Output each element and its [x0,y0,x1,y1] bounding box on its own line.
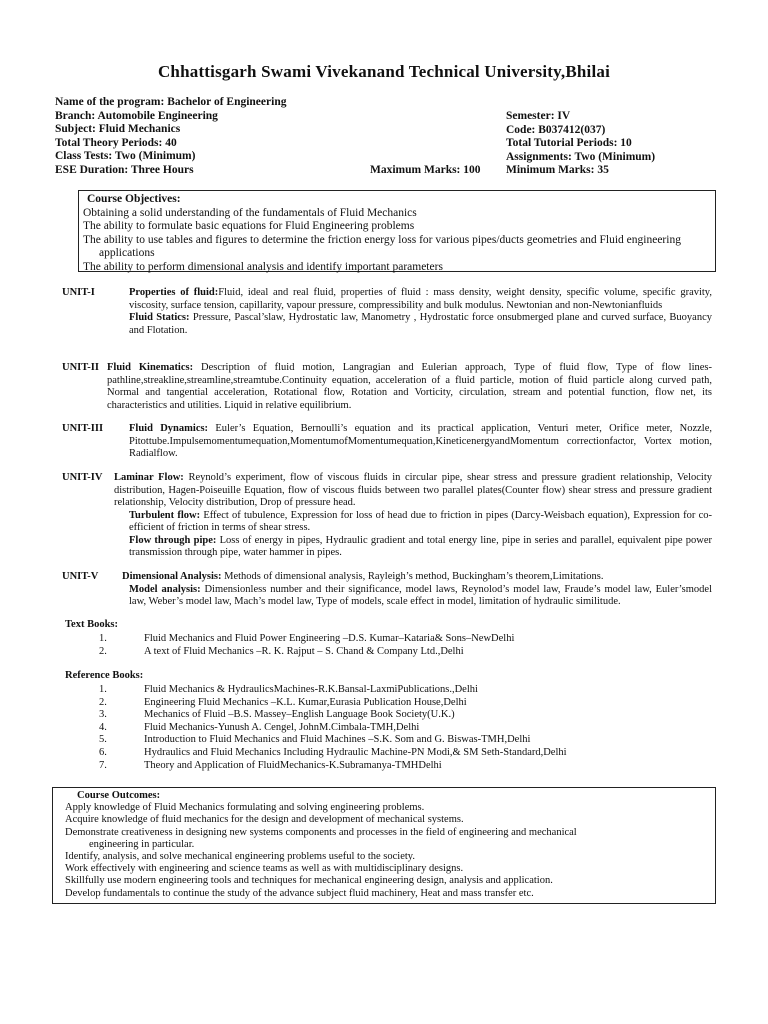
objectives-heading: Course Objectives: [87,193,181,205]
objective-item: The ability to use tables and figures to determine the friction energy loss for various pipes/ducts geometries and Fluid engineering applications [83,233,681,260]
outcome-item: Demonstrate creativeness in designing new systems components and processes in the field of engineering and mechanical [65,826,577,838]
text-books-heading: Text Books: [65,619,118,630]
unit-topic-text: Euler’s Equation, Bernoulli’s equation and its practical application, Venturi meter, Orifice meter, Nozzle, Pitottube.Impulsemomentumequation,MomentumofMomentumequation,KineticenergyandMomentum correctionfactor, Vortex motion, Radialflow. [129,423,712,459]
outcome-item: Develop fundamentals to continue the study of the advance subject fluid machinery, Heat and mass transfer etc. [65,887,534,899]
max-marks-block [370,164,481,178]
unit-topic-heading: Turbulent flow: [129,509,201,521]
tutorial-periods: Total Tutorial Periods: 10 [506,137,632,149]
unit-label: UNIT-V [62,571,99,582]
outcome-item: Identify, analysis, and solve mechanical engineering problems useful to the society. [65,851,415,863]
unit-topic-heading: Properties of fluid: [129,287,219,298]
unit-topic-text: Fluid, ideal and real fluid, properties of fluid : mass density, weight density, specific volume, specific gravity, viscosity, surface tension, capillarity, vapour pressure, compressibility and bulk modulus. Newtonian and non-Newtonianfluids [129,287,713,311]
unit-topic-text: Methods of dimensional analysis, Rayleigh’s method, Buckingham’s theorem,Limitations. [221,571,604,582]
unit-topic-text: Reynold’s experiment, flow of viscous fluids in circular pipe, shear stress and pressure gradient relationship, Velocity distribution, Hagen-Poiseuille Equation, flow of viscous fluids between two parallel plates(Counter flow) shear stress and pressure gradient relationship, Velocity distribution, Drop of pressure head. [114,472,713,508]
unit-label: UNIT-I [62,287,95,298]
course-objectives-box [78,190,716,272]
unit-topic-text: Effect of tubulence, Expression for loss of head due to friction in pipes (Darcy-Weisbach equation), Expression for co-efficient of friction in terms of shear stress. [129,509,712,533]
syllabus-page: Chhattisgarh Swami Vivekanand Technical University,Bhilai Name of the program: Bachelor of Engineering Branch: Automobile Engineering Subject: Fluid Mechanics Total Theory Periods: 40 Class Tests: Two (Minimum) ESE Duration: Three Hours Maximum Marks: 100 Semester: IV Code: B037412(037) Total Tutorial Periods: 10 Assignments: Two (Minimum) Minimum Marks: 35 Course Objectives: Obtaining a solid understanding of the fundamentals of Fluid Mechanics The ability to formulate basic equations for Fluid Engineering problems The ability to use tables and figures to determine the friction energy loss for various pipes/ducts geometries and Fluid engineering applications The ability to perform dimensional analysis and identify important parameters UNIT-I Properties of fluid:Fluid, ideal and real fluid, properties of fluid : mass density, weight density, specific volume, specific gravity, viscosity, surface tension, capillarity, vapour pressure, compressibility and bulk modulus. Newtonian and non-Newtonianfluids Fluid Statics: Pressure, Pascal’slaw, Hydrostatic law, Manometry , Hydrostatic force onsubmerged plane and curved surface, Buoyancy and Flotation. UNIT-II Fluid Kinematics: Description of fluid motion, Langragian and Eulerian approach, Type of fluid flow, Type of flow lines-pathline,streakline,streamline,streamtube.Continuity equation, acceleration of a fluid particle, motion of fluid particle along curved path, Normal and tangential acceleration, Rotational flow, Rotation and Vorticity, circulation, stream and potential function, flow net, its characteristics and utilities. Liquid in relative equilibrium. UNIT-III Fluid Dynamics: Euler’s Equation, Bernoulli’s equation and its practical application, Venturi meter, Orifice meter, Nozzle, Pitottube.Impulsemomentumequation,MomentumofMomentumequation,KineticenergyandMomentum correctionfactor, Vortex motion, Radialflow. UNIT-IV Laminar Flow: Reynold’s experiment, flow of viscous fluids in circular pipe, shear stress and pressure gradient relationship, Velocity distribution, Hagen-Poiseuille Equation, flow of viscous fluids between two parallel plates(Counter flow) shear stress and pressure gradient relationship, Velocity distribution, Drop of pressure head. Turbulent flow: Effect of tubulence, Expression for loss of head due to friction in pipes (Darcy-Weisbach equation), Expression for co-efficient of friction in terms of shear stress. Flow through pipe: Loss of energy in pipes, Hydraulic gradient and total energy line, pipe in series and parallel, equivalent pipe power transmission through pipe, water hammer in pipes. UNIT-V Dimensional Analysis: Methods of dimensional analysis, Rayleigh’s method, Buckingham’s theorem,Limitations. Model analysis: Dimensionless number and their significance, model laws, Reynolod’s model law, Fraude’s model law, Euler’smodel law, Weber’s model law, Mach’s model law, Type of models, scale effect in model, limitation of hydraulic similitude. Text Books: 1. Fluid Mechanics and Fluid Power Engineering –D.S. Kumar–Kataria& Sons–NewDelhi 2. A text of Fluid Mechanics –R. K. Rajput – S. Chand & Company Ltd.,Delhi Reference Books: 1. Fluid Mechanics & HydraulicsMachines-R.K.Bansal-LaxmiPublications.,Delhi 2. Engineering Fluid Mechanics –K.L. Kumar,Eurasia Publication House,Delhi 3. Mechanics of Fluid –B.S. Massey–English Language Book Society(U.K.) 4. Fluid Mechanics-Yunush A. Cengel, JohnM.Cimbala-TMH,Delhi 5. Introduction to Fluid Mechanics and Fluid Machines –S.K. Som and G. Biswas-TMH,Delhi 6. Hydraulics and Fluid Mechanics Including Hydraulic Machine-PN Modi,& SM Seth-Standard,Delhi 7. Theory and Application of FluidMechanics-K.Subramanya-TMHDelhi Course Outcomes: Apply knowledge of Fluid Mechanics formulating and solving engineering problems. Acquire knowledge of fluid mechanics for the design and development of mechanical systems. Demonstrate creativeness in designing new systems components and processes in the field of engineering and mechanical engineering in particular. Identify, analysis, and solve mechanical engineering problems useful to the society. Work effectively with engineering and science teams as well as with multidisciplinary designs. Skillfully use modern engineering tools and techniques for mechanical engineering design, analysis and application. Develop fundamentals to continue the study of the advance subject fluid machinery, Heat and mass transfer etc. [0,0,768,1024]
max-marks: Maximum Marks: 100 [370,164,481,176]
class-tests: Class Tests: Two (Minimum) [55,150,196,162]
course-code: Code: B037412(037) [506,123,606,136]
unit-topic-text: Description of fluid motion, Langragian and Eulerian approach, Type of fluid flow, Type of flow lines-pathline,streakline,streamline,streamtube.Continuity equation, acceleration of a fluid particle, motion of fluid particle along curved path, Normal and tangential acceleration, Rotational flow, Rotation and Vorticity, circulation, stream and potential function, flow net, its characteristics and utilities. Liquid in relative equilibrium. [107,362,712,411]
unit-label: UNIT-II [62,362,99,373]
unit-topic-heading: Laminar Flow: [114,472,184,483]
unit-topic-text: Pressure, Pascal’slaw, Hydrostatic law, Manometry , Hydrostatic force onsubmerged plane and curved surface, Buoyancy and Flotation. [129,312,713,336]
unit-topic-heading: Fluid Kinematics: [107,362,194,373]
objective-item: Obtaining a solid understanding of the fundamentals of Fluid Mechanics [83,206,417,219]
unit-topic-heading: Model analysis: [129,583,201,595]
program-details-right [506,110,655,178]
ese-duration: ESE Duration: Three Hours [55,163,194,176]
unit-topic-heading: Fluid Statics: [129,312,190,323]
course-outcomes-box [52,787,716,904]
reference-books-heading: Reference Books: [65,670,144,681]
program-name: Name of the program: Bachelor of Engineering [55,96,287,108]
objective-item: The ability to formulate basic equations for Fluid Engineering problems [83,220,415,233]
unit-topic-heading: Flow through pipe: [129,534,217,546]
outcome-item: Skillfully use modern engineering tools and techniques for mechanical engineering design, analysis and application. [65,875,553,887]
theory-periods: Total Theory Periods: 40 [55,136,177,149]
page-title: Chhattisgarh Swami Vivekanand Technical University,Bhilai [157,62,611,81]
unit-label: UNIT-IV [62,472,103,483]
outcome-item: Apply knowledge of Fluid Mechanics formulating and solving engineering problems. [65,802,425,814]
program-details [55,96,286,177]
outcomes-heading: Course Outcomes: [77,790,161,801]
objective-item: The ability to perform dimensional analysis and identify important parameters [83,260,443,273]
unit-topic-heading: Dimensional Analysis: [122,571,222,582]
unit-topic-text: Loss of energy in pipes, Hydraulic gradient and total energy line, pipe in series and parallel, equivalent pipe power transmission through pipe, water hammer in pipes. [129,534,712,558]
program-subject: Subject: Fluid Mechanics [55,123,181,135]
semester: Semester: IV [506,110,571,122]
outcome-item: Acquire knowledge of fluid mechanics for the design and development of mechanical systems. [65,814,464,826]
program-branch: Branch: Automobile Engineering [55,109,218,122]
min-marks: Minimum Marks: 35 [506,164,609,176]
unit-topic-text: Dimensionless number and their significance, model laws, Reynolod’s model law, Fraude’s model law, Euler’smodel law, Weber’s model law, Mach’s model law, Type of models, scale effect in model, limitation of hydraulic similitude. [129,583,713,607]
outcome-item: engineering in particular. [89,838,195,850]
outcome-item: Work effectively with engineering and science teams as well as with multidisciplinary designs. [65,863,464,875]
unit-topic-heading: Fluid Dynamics: [129,423,209,434]
assignments: Assignments: Two (Minimum) [506,150,656,163]
unit-label: UNIT-III [62,423,104,434]
